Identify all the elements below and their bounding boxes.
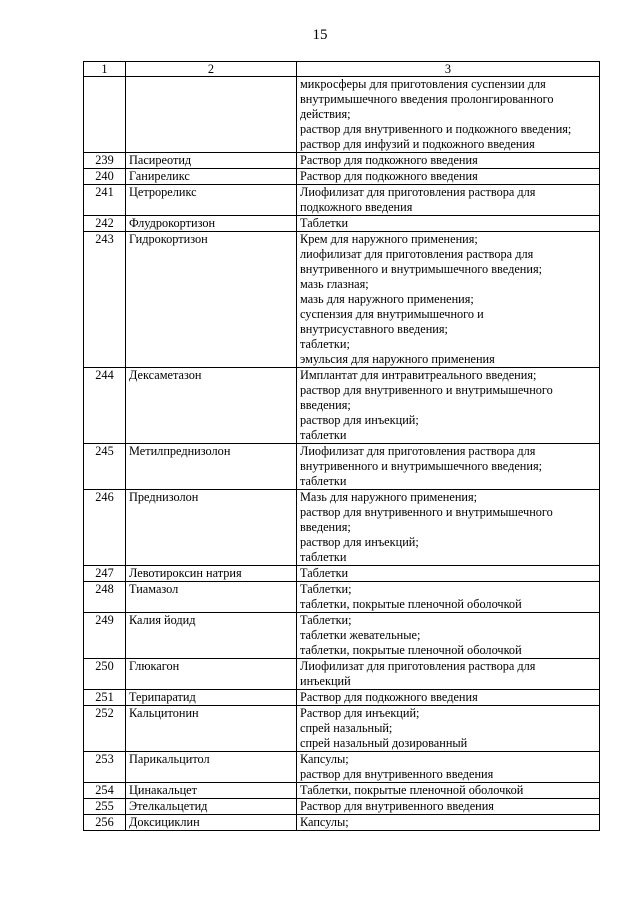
dosage-form-line: микросферы для приготовления суспензии для (300, 77, 546, 91)
dosage-form-line: лиофилизат для приготовления раствора для (300, 247, 534, 261)
dosage-form-line: мазь глазная; (300, 277, 369, 291)
table-row (84, 169, 600, 185)
dosage-form-line: Раствор для подкожного введения (300, 153, 478, 167)
table-row (84, 582, 600, 613)
table-row (84, 613, 600, 659)
drug-name: Доксициклин (126, 815, 297, 831)
dosage-form-line: внутривенного и внутримышечного введения; (300, 459, 543, 473)
drug-name: Калия йодид (126, 613, 297, 659)
dosage-form-line: введения; (300, 398, 351, 412)
dosage-form-line: Капсулы; (300, 815, 349, 829)
dosage-form-line: Раствор для подкожного введения (300, 690, 478, 704)
dosage-form-line: Мазь для наружного применения; (300, 490, 478, 504)
row-number: 246 (84, 490, 126, 566)
dosage-form-line: раствор для внутривенного и внутримышечного (300, 505, 553, 519)
header-col-3: 3 (297, 62, 600, 77)
drug-name: Тиамазол (126, 582, 297, 613)
dosage-form-line: введения; (300, 520, 351, 534)
dosage-form-line: таблетки (300, 428, 347, 442)
dosage-form-line: Раствор для инъекций; (300, 706, 420, 720)
dosage-form-line: таблетки; (300, 337, 350, 351)
dosage-form-line: таблетки жевательные; (300, 628, 421, 642)
table-row (84, 153, 600, 169)
table-row (84, 232, 600, 368)
header-row (84, 62, 600, 77)
table-row (84, 815, 600, 831)
dosage-form-line: действия; (300, 107, 351, 121)
row-number: 245 (84, 444, 126, 490)
dosage-forms (297, 566, 600, 582)
dosage-form-line: раствор для внутривенного и внутримышечного (300, 383, 553, 397)
dosage-form-line: подкожного введения (300, 200, 413, 214)
row-number: 249 (84, 613, 126, 659)
drug-name: Кальцитонин (126, 706, 297, 752)
row-number: 248 (84, 582, 126, 613)
table-row (84, 368, 600, 444)
row-number: 256 (84, 815, 126, 831)
dosage-forms (297, 444, 600, 490)
table-row (84, 799, 600, 815)
drug-name: Метилпреднизолон (126, 444, 297, 490)
row-number: 254 (84, 783, 126, 799)
row-number: 244 (84, 368, 126, 444)
drug-name: Ганиреликс (126, 169, 297, 185)
dosage-form-line: Таблетки (300, 216, 349, 230)
dosage-form-line: мазь для наружного применения; (300, 292, 474, 306)
table-body (84, 77, 600, 831)
row-number: 241 (84, 185, 126, 216)
dosage-form-line: внутримышечного введения пролонгированного (300, 92, 554, 106)
dosage-form-line: спрей назальный дозированный (300, 736, 468, 750)
drug-name: Цинакальцет (126, 783, 297, 799)
dosage-form-line: таблетки, покрытые пленочной оболочкой (300, 597, 522, 611)
drug-name: Цетрореликс (126, 185, 297, 216)
dosage-forms (297, 613, 600, 659)
dosage-form-line: Лиофилизат для приготовления раствора для (300, 185, 536, 199)
table-row (84, 444, 600, 490)
dosage-form-line: внутрисуставного введения; (300, 322, 448, 336)
dosage-form-line: таблетки, покрытые пленочной оболочкой (300, 643, 522, 657)
row-number: 247 (84, 566, 126, 582)
dosage-form-line: суспензия для внутримышечного и (300, 307, 484, 321)
dosage-form-line: Таблетки (300, 566, 349, 580)
dosage-form-line: Таблетки; (300, 582, 352, 596)
dosage-forms (297, 169, 600, 185)
dosage-forms (297, 659, 600, 690)
dosage-forms (297, 216, 600, 232)
dosage-forms (297, 368, 600, 444)
dosage-form-line: Лиофилизат для приготовления раствора для (300, 444, 536, 458)
table-row (84, 566, 600, 582)
dosage-form-line: Лиофилизат для приготовления раствора для (300, 659, 536, 673)
drug-name: Терипаратид (126, 690, 297, 706)
dosage-form-line: спрей назальный; (300, 721, 393, 735)
row-number: 253 (84, 752, 126, 783)
row-number: 255 (84, 799, 126, 815)
table-row (84, 216, 600, 232)
dosage-form-line: Капсулы; (300, 752, 349, 766)
table-row (84, 752, 600, 783)
dosage-forms (297, 783, 600, 799)
dosage-form-line: Таблетки, покрытые пленочной оболочкой (300, 783, 524, 797)
drug-name: Этелкальцетид (126, 799, 297, 815)
drug-name: Гидрокортизон (126, 232, 297, 368)
header-col-1: 1 (84, 62, 126, 77)
dosage-forms (297, 490, 600, 566)
drug-name: Флудрокортизон (126, 216, 297, 232)
dosage-form-line: таблетки (300, 550, 347, 564)
dosage-form-line: Таблетки; (300, 613, 352, 627)
dosage-forms (297, 799, 600, 815)
table-row (84, 185, 600, 216)
dosage-form-line: раствор для внутривенного и подкожного введения; (300, 122, 572, 136)
dosage-form-line: таблетки (300, 474, 347, 488)
row-number: 239 (84, 153, 126, 169)
drug-table (83, 61, 600, 831)
drug-name: Левотироксин натрия (126, 566, 297, 582)
header-col-2: 2 (126, 62, 297, 77)
dosage-forms (297, 752, 600, 783)
dosage-forms (297, 815, 600, 831)
dosage-form-line: раствор для инъекций; (300, 413, 419, 427)
dosage-form-line: Раствор для подкожного введения (300, 169, 478, 183)
table-row (84, 490, 600, 566)
drug-name: Дексаметазон (126, 368, 297, 444)
dosage-form-line: Крем для наружного применения; (300, 232, 478, 246)
row-number: 250 (84, 659, 126, 690)
dosage-forms (297, 232, 600, 368)
table-row (84, 706, 600, 752)
dosage-forms (297, 153, 600, 169)
row-number: 252 (84, 706, 126, 752)
drug-name: Пасиреотид (126, 153, 297, 169)
dosage-form-line: инъекций (300, 674, 351, 688)
dosage-forms (297, 690, 600, 706)
drug-name: Преднизолон (126, 490, 297, 566)
dosage-forms (297, 582, 600, 613)
row-number (84, 77, 126, 153)
dosage-form-line: эмульсия для наружного применения (300, 352, 495, 366)
dosage-form-line: раствор для внутривенного введения (300, 767, 494, 781)
row-number: 251 (84, 690, 126, 706)
table-row (84, 77, 600, 153)
table-row (84, 690, 600, 706)
dosage-form-line: Раствор для внутривенного введения (300, 799, 494, 813)
dosage-form-line: внутривенного и внутримышечного введения; (300, 262, 543, 276)
row-number: 240 (84, 169, 126, 185)
table-row (84, 659, 600, 690)
dosage-form-line: Имплантат для интравитреального введения; (300, 368, 537, 382)
dosage-form-line: раствор для инъекций; (300, 535, 419, 549)
table-row (84, 783, 600, 799)
drug-name: Парикальцитол (126, 752, 297, 783)
dosage-forms (297, 185, 600, 216)
row-number: 243 (84, 232, 126, 368)
page-number: 15 (312, 27, 328, 43)
row-number: 242 (84, 216, 126, 232)
dosage-forms (297, 77, 600, 153)
drug-name (126, 77, 297, 153)
drug-name: Глюкагон (126, 659, 297, 690)
dosage-form-line: раствор для инфузий и подкожного введения (300, 137, 535, 151)
dosage-forms (297, 706, 600, 752)
